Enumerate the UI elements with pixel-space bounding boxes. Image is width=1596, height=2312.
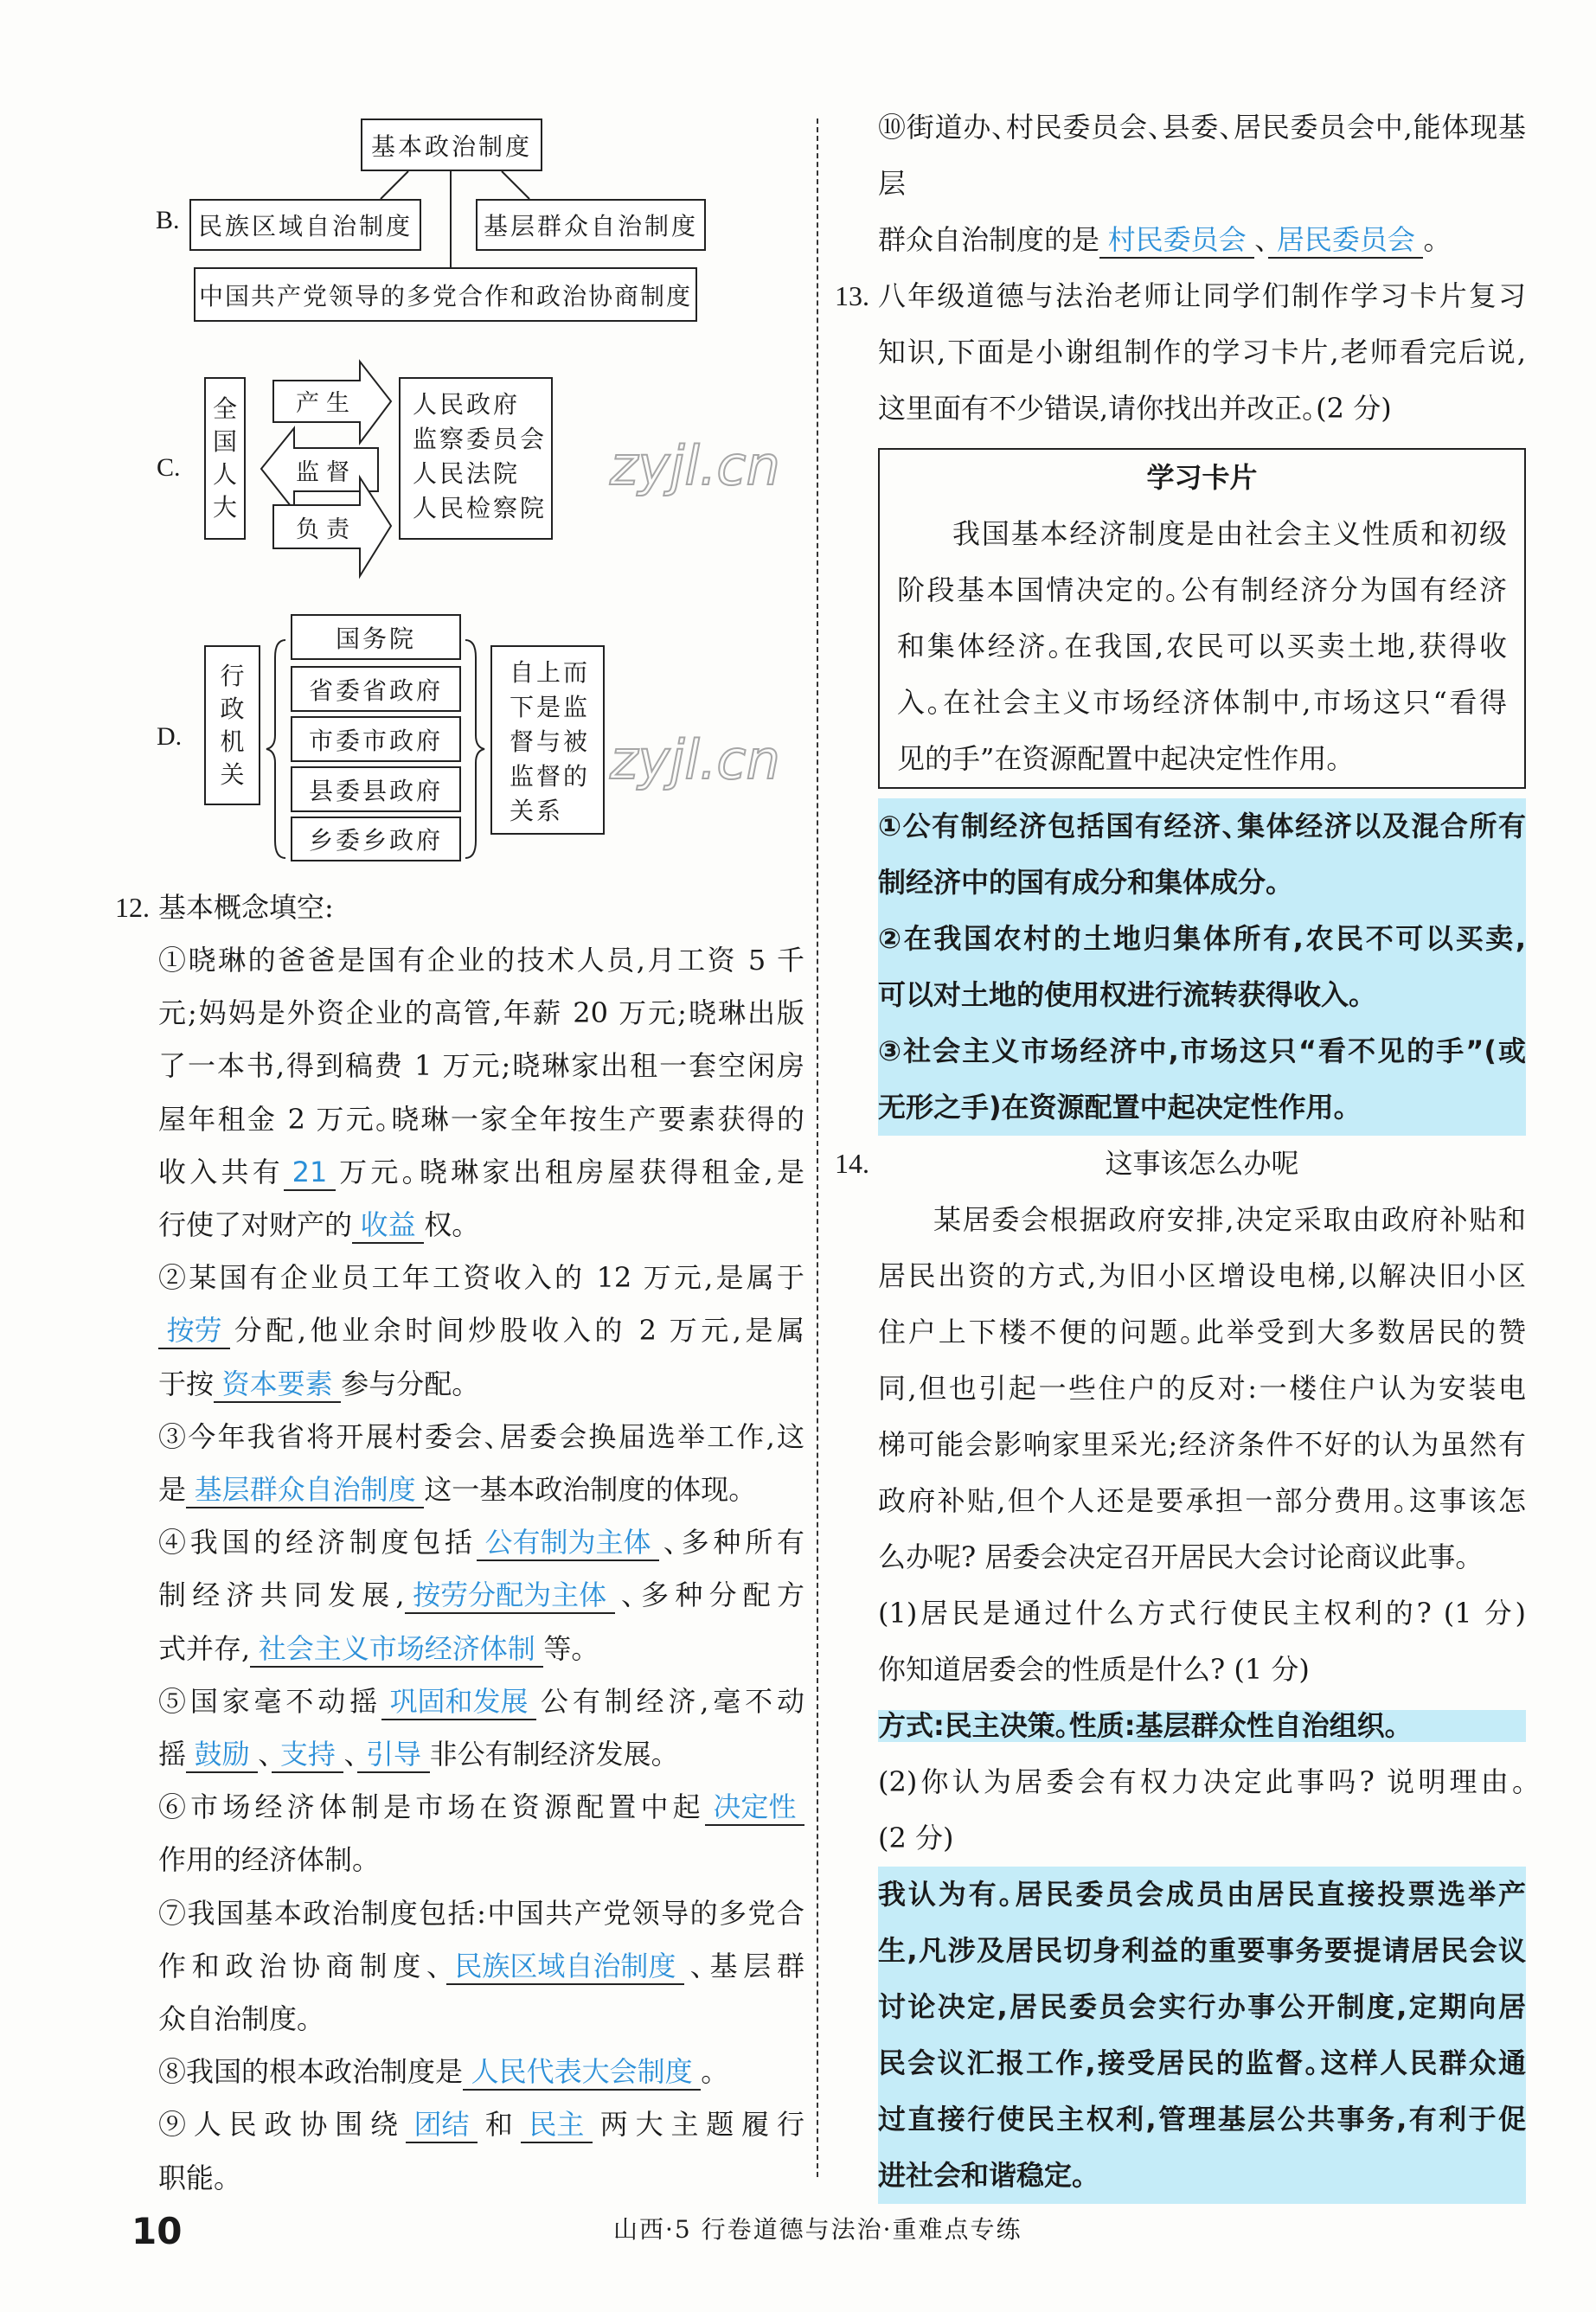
text-segment: 屋年租金 2 万元。晓琳一家全年按生产要素获得的: [158, 1102, 804, 1136]
answer-blank: 按劳: [158, 1313, 230, 1349]
text-line: [878, 911, 1526, 967]
text-line: [878, 2091, 1526, 2148]
text-line: [878, 1642, 1526, 1698]
answer-blank: 民主: [521, 2107, 593, 2143]
text-segment: 、多种所有: [659, 1526, 804, 1559]
text-line: [878, 1585, 1526, 1642]
text-segment: 摇: [158, 1738, 187, 1771]
text-segment: 制经济共同发展,: [158, 1579, 405, 1612]
answer-blank: 支持: [272, 1737, 343, 1773]
right-brace: [465, 640, 484, 858]
text-segment: 元;妈妈是外资企业的高管,年薪 20 万元;晓琳出版: [158, 996, 804, 1030]
text-line: [878, 967, 1526, 1023]
text-segment: 可以对土地的使用权进行流转获得收入。: [878, 978, 1363, 1011]
text-segment: 进社会和谐稳定。: [878, 2159, 1086, 2192]
stack-box: 市委市政府: [291, 716, 461, 762]
organ-line: 人民政府: [413, 390, 521, 419]
paragraph: [158, 1887, 804, 2046]
admin-text: 行政机关: [220, 661, 245, 789]
text-segment: 是: [158, 1473, 187, 1507]
organ-line: 人民法院: [413, 459, 521, 488]
answer-blank: 资本要素: [214, 1367, 341, 1403]
text-line: [878, 855, 1526, 911]
stack-box: 省委省政府: [291, 666, 461, 712]
text-line: [158, 934, 804, 987]
answer-blank: 鼓励: [186, 1737, 258, 1773]
answer-blank: 21: [284, 1155, 336, 1191]
text-segment: 、多种分配方: [614, 1579, 804, 1612]
paragraph: [878, 798, 1526, 911]
text-segment: ①公有制经济包括国有经济、集体经济以及混合所有: [878, 810, 1526, 842]
text-line: [158, 1411, 804, 1463]
text-segment: (2)你认为居委会有权力决定此事吗? 说明理由。: [878, 1765, 1526, 1798]
text-segment: 住户上下楼不便的问题。此举受到大多数居民的赞: [878, 1316, 1526, 1348]
q14-answer2: [878, 1867, 1526, 2204]
text-segment: 某居委会根据政府安排,决定采取由政府补贴和: [933, 1203, 1526, 1236]
text-line: [878, 212, 1526, 268]
answer-blank: 民族区域自治制度: [446, 1949, 684, 1985]
text-line: [158, 1834, 804, 1886]
text-segment: 。: [701, 2055, 715, 2089]
text-segment: ④我国的经济制度包括: [158, 1526, 477, 1559]
text-segment: 生,凡涉及居民切身利益的重要事务要提请居民会议: [878, 1934, 1526, 1967]
text-line: [158, 1252, 804, 1304]
paragraph: [878, 268, 1526, 437]
left-box: 民族区域自治制度: [189, 199, 421, 251]
text-line: [878, 381, 1526, 437]
text-line: [878, 1698, 1526, 1754]
study-card: [878, 448, 1526, 789]
text-segment: 收入共有: [158, 1155, 284, 1188]
text-line: [158, 1199, 804, 1252]
text-line: [878, 1417, 1526, 1473]
text-line: [878, 1079, 1526, 1136]
bottom-box: 中国共产党领导的多党合作和政治协商制度: [194, 267, 697, 322]
text-segment: 等。: [543, 1631, 586, 1665]
text-line: [878, 2148, 1526, 2204]
text-segment: ③社会主义市场经济中,市场这只“看不见的手”(或: [878, 1034, 1526, 1067]
paragraph: [878, 1698, 1526, 1754]
text-segment: 参与分配。: [341, 1367, 466, 1400]
text-segment: ⑧我国的根本政治制度是: [158, 2055, 464, 2089]
text-line: [878, 1304, 1526, 1361]
watermark-text: zyjl.cn: [610, 434, 780, 497]
answer-blank: 社会主义市场经济体制: [250, 1631, 543, 1668]
text-line: [878, 1867, 1526, 1923]
text-line: [158, 1675, 804, 1728]
text-line: [878, 99, 1526, 212]
q13-number: 13.: [835, 280, 869, 311]
npc-text: 全国人大: [213, 394, 238, 522]
text-segment: 我认为有。居民委员会成员由居民直接投票选举产: [878, 1878, 1526, 1911]
text-line: [158, 1463, 804, 1516]
text-line: [158, 1728, 804, 1781]
text-segment: 你知道居委会的性质是什么? (1 分): [878, 1653, 1310, 1686]
q14-number: 14.: [835, 1148, 869, 1179]
q14-sub2: [878, 1754, 1526, 1867]
paragraph: [878, 911, 1526, 1023]
text-segment: 和集体经济。在我国,农民可以买卖土地,获得收: [897, 630, 1507, 663]
text-segment: ⑥市场经济体制是市场在资源配置中起: [158, 1790, 705, 1824]
stack-box: 国务院: [291, 614, 461, 660]
paragraph: [158, 2098, 804, 2204]
paragraph: [158, 1781, 804, 1886]
text-line: [878, 1810, 1526, 1867]
text-segment: 行使了对财产的: [158, 1208, 353, 1242]
text-segment: 众自治制度。: [158, 2002, 311, 2036]
text-segment: ⑩街道办、村民委员会、县委、居民委员会中,能体现基层: [878, 111, 1526, 200]
text-line: [878, 1979, 1526, 2035]
text-line: [158, 2046, 804, 2098]
text-line: [158, 1569, 804, 1622]
text-segment: 作用的经济体制。: [158, 1843, 367, 1877]
text-line: [158, 2098, 804, 2151]
root-box: 基本政治制度: [361, 118, 542, 171]
text-segment: 了一本书,得到稿费 1 万元;晓琳家出租一套空闲房: [158, 1049, 804, 1083]
text-line: [878, 1529, 1526, 1585]
answer-blank: 村民委员会: [1099, 222, 1254, 259]
q13-question: [835, 268, 1526, 437]
q14-title-text: 这事该怎么办呢: [1105, 1147, 1299, 1180]
text-segment: 。: [1423, 223, 1438, 256]
organ-line: 人民检察院: [413, 494, 548, 522]
text-segment: 、: [343, 1738, 358, 1771]
paragraph: [158, 2046, 804, 2098]
answer-blank: 收益: [352, 1207, 424, 1244]
text-line: [158, 1516, 804, 1569]
stack-box: 乡委乡政府: [291, 817, 461, 861]
answer-blank: 巩固和发展: [381, 1684, 536, 1720]
relation-line: 监督的: [510, 762, 591, 791]
text-line: [878, 1023, 1526, 1079]
text-segment: ⑨人民政协围绕: [158, 2108, 406, 2142]
text-line: [878, 1361, 1526, 1417]
text-segment: 我国基本经济制度是由社会主义性质和初级: [952, 517, 1507, 550]
text-segment: 见的手”在资源配置中起决定性作用。: [897, 742, 1341, 775]
answer-blank: 引导: [357, 1737, 429, 1773]
text-line: [158, 1304, 804, 1357]
answer-blank: 人民代表大会制度: [463, 2054, 701, 2091]
admin-box: [204, 645, 260, 805]
text-segment: 公有制经济,毫不动: [536, 1684, 804, 1718]
text-line: [897, 731, 1507, 787]
arrow-label-produce: 产生: [296, 390, 356, 417]
text-segment: 民会议汇报工作,接受居民的监督。这样人民群众通: [878, 2046, 1526, 2079]
organs-box: [399, 377, 553, 540]
text-segment: 讨论决定,居民委员会实行办事公开制度,定期向居: [878, 1990, 1526, 2023]
q14-passage: [878, 1192, 1526, 1585]
paragraph: [158, 1675, 804, 1781]
page-number: 10: [131, 2210, 183, 2252]
answer-blank: 居民委员会: [1268, 222, 1423, 259]
relation-box: [490, 645, 605, 835]
q12-header: [115, 881, 804, 934]
text-segment: ①晓琳的爸爸是国有企业的技术人员,月工资 5 千: [158, 944, 804, 977]
option-b-label: B.: [156, 206, 180, 234]
connector-left: [381, 171, 408, 199]
text-segment: ⑦我国基本政治制度包括:中国共产党领导的多党合: [158, 1896, 804, 1930]
text-line: [158, 1940, 804, 1993]
text-line: [878, 1754, 1526, 1810]
text-segment: 么办呢? 居委会决定召开居民大会讨论商议此事。: [878, 1540, 1470, 1573]
text-segment: 和: [478, 2108, 521, 2142]
left-brace: [266, 640, 285, 858]
q12-number: 12.: [115, 892, 150, 923]
text-segment: 梯可能会影响家里采光;经济条件不好的认为虽然有: [878, 1428, 1526, 1461]
answer-blank: 基层群众自治制度: [186, 1472, 424, 1508]
q12-items: [158, 934, 804, 2205]
q12-title: 基本概念填空:: [158, 891, 334, 924]
text-line: [897, 506, 1507, 562]
paragraph: [878, 1754, 1526, 1867]
text-segment: 两大主题履行: [592, 2108, 804, 2142]
organ-line: 监察委员会: [413, 425, 548, 453]
text-line: [897, 675, 1507, 731]
text-segment: 政府补贴,但个人还是要承担一部分费用。这事该怎: [878, 1484, 1526, 1517]
relation-line: 下是监: [510, 693, 591, 721]
paragraph: [878, 1192, 1526, 1585]
arrow-label-responsible: 负责: [296, 516, 356, 543]
paragraph: [158, 934, 804, 1252]
text-segment: 制经济中的国有成分和集体成分。: [878, 866, 1280, 899]
option-c-label: C.: [157, 453, 181, 482]
text-line: [158, 1093, 804, 1146]
text-segment: 权。: [424, 1208, 466, 1242]
q13-question-text: [878, 268, 1526, 437]
text-line: [158, 1993, 804, 2046]
text-segment: 作和政治协商制度、: [158, 1949, 446, 1982]
q14-title: [835, 1136, 1526, 1192]
text-segment: 无形之手)在资源配置中起决定性作用。: [878, 1091, 1348, 1124]
paragraph: [878, 99, 1526, 268]
text-segment: 这里面有不少错误,请你找出并改正。(2 分): [878, 392, 1392, 425]
text-line: [878, 324, 1526, 381]
text-segment: 分配,他业余时间炒股收入的 2 万元,是属: [230, 1314, 804, 1348]
text-line: [878, 1192, 1526, 1248]
text-line: [878, 1473, 1526, 1529]
text-segment: 非公有制经济发展。: [429, 1738, 665, 1771]
paragraph: [158, 1411, 804, 1516]
text-segment: 入。在社会主义市场经济体制中,市场这只“看得: [897, 686, 1507, 719]
text-line: [158, 1358, 804, 1411]
card-title: 学习卡片: [1146, 461, 1258, 494]
q13-answer: [878, 798, 1526, 1136]
q14-sub1: [878, 1585, 1526, 1698]
answer-blank: 决定性: [705, 1790, 804, 1826]
text-line: [158, 1781, 804, 1834]
right-column: [835, 99, 1526, 2204]
text-segment: ⑤国家毫不动摇: [158, 1684, 381, 1718]
relation-line: 督与被: [510, 727, 591, 756]
text-segment: ②在我国农村的土地归集体所有,农民不可以买卖,: [878, 922, 1526, 955]
relation-line: 自上而: [510, 658, 591, 687]
paragraph: [878, 1867, 1526, 2204]
watermark-text: zyjl.cn: [610, 728, 780, 791]
study-card-title: [880, 450, 1524, 506]
q14-answer1: [878, 1698, 1526, 1754]
text-segment: 群众自治制度的是: [878, 223, 1100, 256]
text-segment: 于按: [158, 1367, 215, 1400]
text-line: [158, 1146, 804, 1199]
text-segment: ②某国有企业员工年工资收入的 12 万元,是属于: [158, 1261, 804, 1295]
text-segment: 式并存,: [158, 1631, 251, 1665]
npc-box: [204, 377, 246, 540]
study-card-text: [880, 506, 1524, 787]
left-column: [115, 881, 804, 2205]
text-segment: 、基层群: [683, 1949, 804, 1982]
text-segment: 这一基本政治制度的体现。: [424, 1473, 743, 1507]
option-d-label: D.: [157, 722, 183, 751]
paragraph: [897, 506, 1507, 787]
text-line: [878, 798, 1526, 855]
answer-blank: 公有制为主体: [477, 1525, 659, 1561]
text-segment: (2 分): [878, 1822, 954, 1854]
text-line: [158, 987, 804, 1040]
q12-item-10: [878, 99, 1526, 268]
text-segment: 阶段基本国情决定的。公有制经济分为国有经济: [897, 573, 1507, 606]
text-segment: ③今年我省将开展村委会、居委会换届选举工作,这: [158, 1419, 804, 1453]
connector-right: [502, 171, 529, 199]
text-line: [158, 1623, 804, 1675]
text-line: [897, 562, 1507, 618]
text-line: [158, 2152, 804, 2205]
paragraph: [158, 1252, 804, 1411]
text-line: [878, 2035, 1526, 2091]
book-title: 山西·5 行卷道德与法治·重难点专练: [613, 2215, 1022, 2244]
text-line: [878, 1923, 1526, 1979]
text-segment: 万元。晓琳家出租房屋获得租金,是: [335, 1155, 804, 1188]
text-segment: 同,但也引起一些住户的反对:一楼住户认为安装电: [878, 1372, 1526, 1405]
arrow-label-supervise: 监督: [296, 459, 356, 486]
text-line: [158, 1040, 804, 1092]
text-segment: 居民出资的方式,为旧小区增设电梯,以解决旧小区: [878, 1259, 1526, 1292]
text-segment: (1)居民是通过什么方式行使民主权利的? (1 分): [878, 1597, 1526, 1630]
paragraph: [878, 1585, 1526, 1698]
text-segment: 、: [258, 1738, 272, 1771]
right-box: 基层群众自治制度: [476, 199, 706, 251]
text-line: [158, 1887, 804, 1940]
paragraph: [878, 1023, 1526, 1136]
text-segment: 、: [1254, 223, 1269, 256]
relation-line: 关系: [510, 797, 564, 825]
text-segment: 知识,下面是小谢组制作的学习卡片,老师看完后说,: [878, 336, 1526, 368]
text-line: [878, 268, 1526, 324]
text-line: [897, 618, 1507, 675]
text-segment: 过直接行使民主权利,管理基层公共事务,有利于促: [878, 2103, 1526, 2136]
answer-blank: 按劳分配为主体: [405, 1578, 615, 1614]
answer-blank: 团结: [406, 2107, 478, 2143]
text-segment: 方式:民主决策。性质:基层群众性自治组织。: [878, 1709, 1399, 1742]
text-line: [878, 1248, 1526, 1304]
text-segment: 八年级道德与法治老师让同学们制作学习卡片复习: [878, 279, 1526, 312]
stack-box: 县委县政府: [291, 766, 461, 812]
text-segment: 职能。: [158, 2161, 228, 2194]
paragraph: [158, 1516, 804, 1675]
